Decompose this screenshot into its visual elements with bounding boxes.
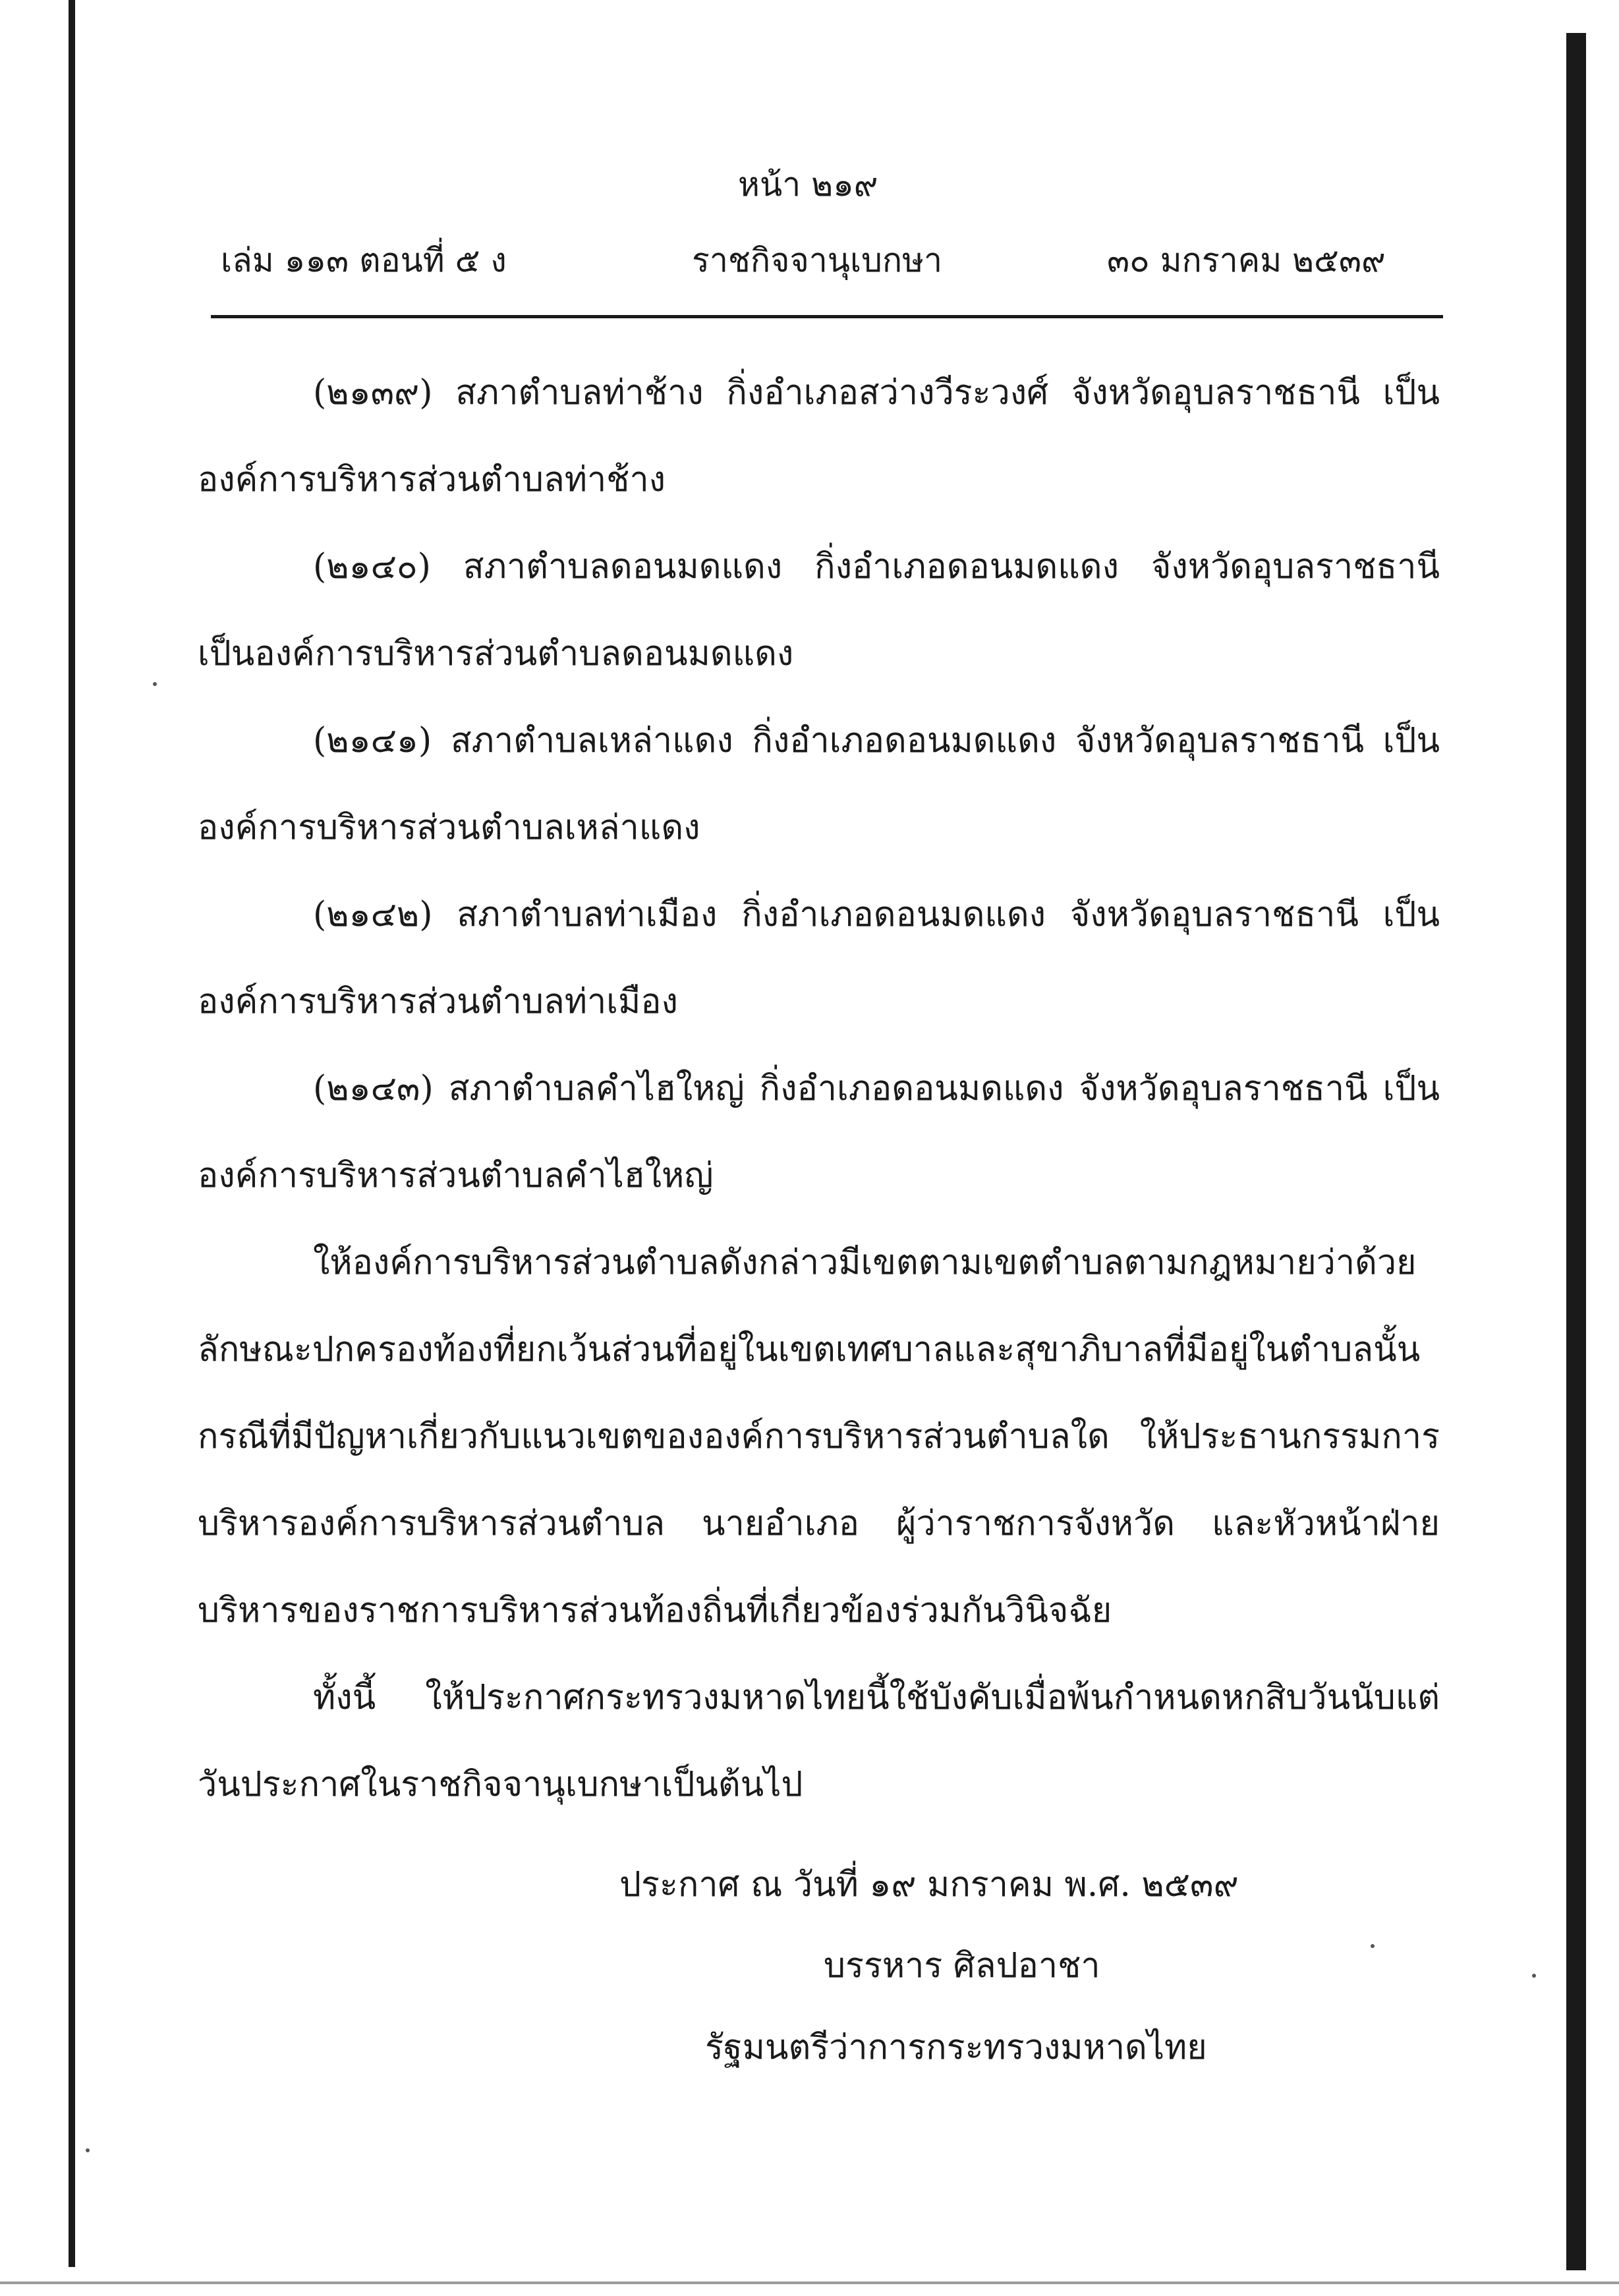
boundary-paragraph: ให้องค์การบริหารส่วนตำบลดังกล่าวมีเขตตามเขตตำบลตามกฎหมายว่าด้วยลักษณะปกครองท้องที่ยกเว้นส่วนที่อยู่ในเขตเทศบาลและสุขาภิบาลที่มีอยู่ในตำบลนั้น กรณีที่มีปัญหาเกี่ยวกับแนวเขตขององค์การบริหารส่วนตำบลใด ให้ประธานกรรมการบริหารองค์การบริหารส่วนตำบล นายอำเภอ ผู้ว่าราชการจังหวัด และหัวหน้าฝ่ายบริหารของราชการบริหารส่วนท้องถิ่นที่เกี่ยวข้องร่วมกันวินิจฉัย bbox=[198, 1243, 1440, 1630]
scan-border-left bbox=[69, 0, 75, 2267]
scan-speck bbox=[86, 2148, 90, 2152]
signatory-title: รัฐมนตรีว่าการกระทรวงมหาดไทย bbox=[705, 2028, 1207, 2067]
scan-border-right bbox=[1566, 33, 1586, 2270]
page-number: หน้า ๒๑๙ bbox=[738, 165, 878, 204]
header-rule bbox=[211, 315, 1443, 318]
publication-date: ๓๐ มกราคม ๒๕๓๙ bbox=[1107, 241, 1386, 279]
volume-issue: เล่ม ๑๑๓ ตอนที่ ๕ ง bbox=[221, 241, 507, 279]
item-2139: (๒๑๓๙) สภาตำบลท่าช้าง กิ่งอำเภอสว่างวีระวงศ์ จังหวัดอุบลราชธานี เป็นองค์การบริหารส่วนตำบลท่าช้าง bbox=[198, 373, 1440, 500]
effective-date-paragraph: ทั้งนี้ ให้ประกาศกระทรวงมหาดไทยนี้ใช้บังคับเมื่อพ้นกำหนดหกสิบวันนับแต่วันประกาศในราชกิจจานุเบกษาเป็นต้นไป bbox=[198, 1678, 1440, 1804]
publication-name: ราชกิจจานุเบกษา bbox=[692, 241, 943, 279]
announcement-date: ประกาศ ณ วันที่ ๑๙ มกราคม พ.ศ. ๒๕๓๙ bbox=[619, 1865, 1239, 1905]
item-2140: (๒๑๔๐) สภาตำบลดอนมดแดง กิ่งอำเภอดอนมดแดง จังหวัดอุบลราชธานี เป็นองค์การบริหารส่วนตำบลดอนมดแดง bbox=[198, 547, 1440, 674]
item-2141: (๒๑๔๑) สภาตำบลเหล่าแดง กิ่งอำเภอดอนมดแดง จังหวัดอุบลราชธานี เป็นองค์การบริหารส่วนตำบลเหล่าแดง bbox=[198, 721, 1440, 847]
signatory-name: บรรหาร ศิลปอาชา bbox=[824, 1946, 1100, 1986]
scan-speck bbox=[1532, 1974, 1536, 1978]
scan-speck bbox=[1371, 1944, 1375, 1948]
item-2143: (๒๑๔๓) สภาตำบลคำไฮใหญ่ กิ่งอำเภอดอนมดแดง จังหวัดอุบลราชธานี เป็นองค์การบริหารส่วนตำบลคำไฮใหญ่ bbox=[198, 1069, 1440, 1195]
item-2142: (๒๑๔๒) สภาตำบลท่าเมือง กิ่งอำเภอดอนมดแดง จังหวัดอุบลราชธานี เป็นองค์การบริหารส่วนตำบลท่าเมือง bbox=[198, 895, 1440, 1021]
document-body bbox=[198, 349, 1440, 1828]
scan-speck bbox=[153, 682, 157, 686]
scan-border-bottom bbox=[0, 2282, 1619, 2284]
